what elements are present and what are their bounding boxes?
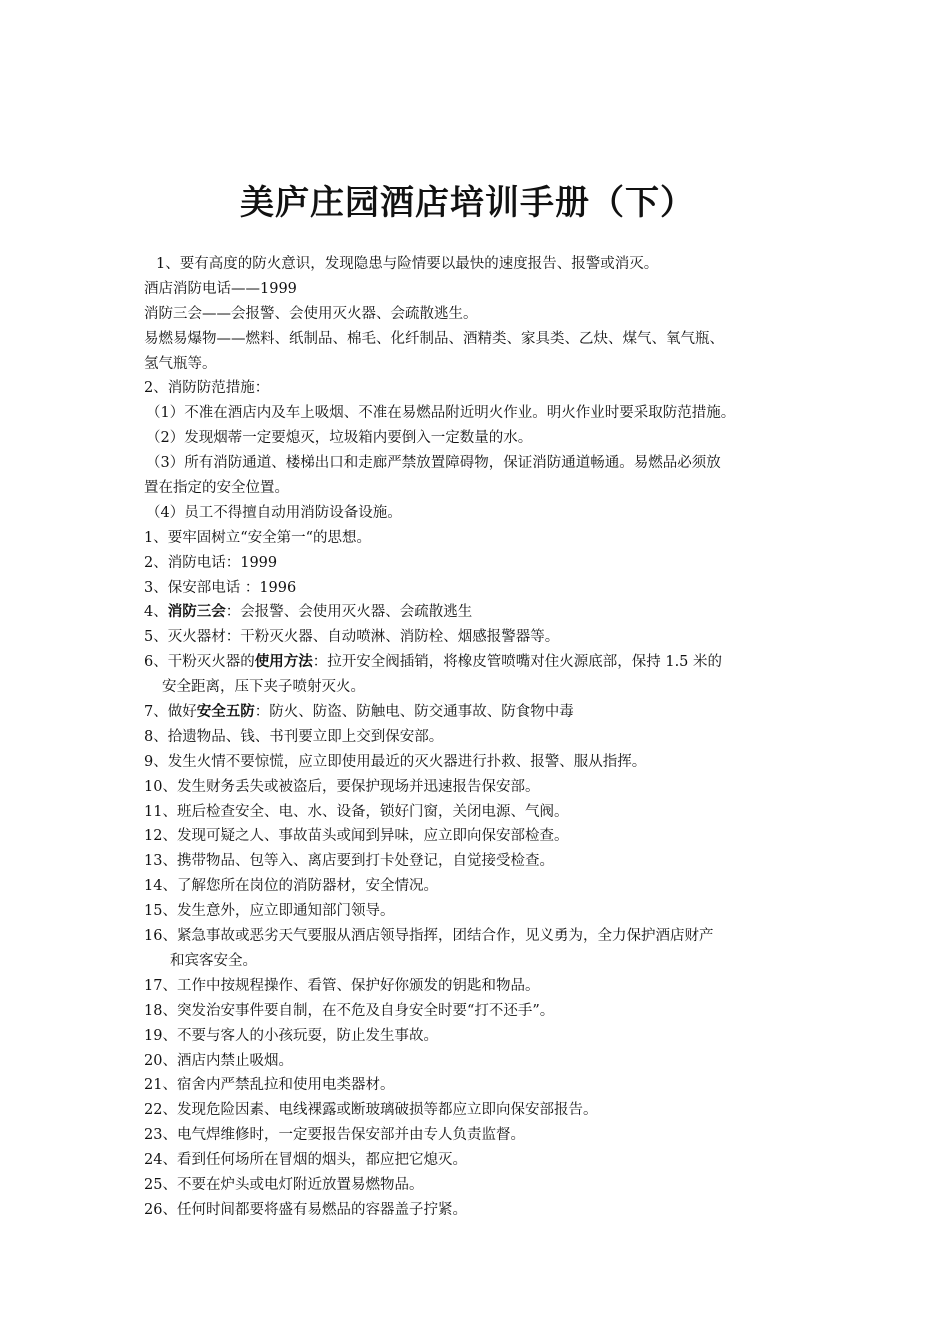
text-line: 1、要有高度的防火意识，发现隐患与险情要以最快的速度报告、报警或消灭。 [156, 256, 659, 272]
text-line: 11、班后检查安全、电、水、设备，锁好门窗，关闭电源、气阀。 [144, 803, 569, 820]
text-line: 2、消防防范措施： [144, 380, 270, 397]
bold-term: 安全五防 [196, 704, 255, 721]
text-line: 1、要牢固树立“安全第一“的思想。 [144, 529, 372, 546]
text-line: 15、发生意外，应立即通知部门领导。 [144, 903, 395, 920]
line-prefix: 4、 [144, 604, 168, 621]
line-prefix: 7、做好 [144, 704, 197, 721]
text-line: 24、看到任何场所在冒烟的烟头，都应把它熄灭。 [144, 1152, 467, 1169]
text-line: 易燃易爆物——燃料、纸制品、棉毛、化纤制品、酒精类、家具类、乙炔、煤气、氧气瓶、 [144, 330, 724, 347]
text-line: 16、紧急事故或恶劣天气要服从酒店领导指挥，团结合作，见义勇为，全力保护酒店财产 [144, 928, 714, 945]
text-line: 19、不要与客人的小孩玩耍，防止发生事故。 [144, 1027, 438, 1044]
text-line: 3、保安部电话 ：1996 [144, 579, 297, 596]
text-line: 22、发现危险因素、电线裸露或断玻璃破损等都应立即向保安部报告。 [144, 1102, 598, 1119]
text-line: 9、发生火情不要惊慌，应立即使用最近的灭火器进行扑救、报警、服从指挥。 [144, 753, 647, 770]
bold-term: 消防三会 [167, 604, 226, 621]
text-line: 26、任何时间都要将盛有易燃品的容器盖子拧紧。 [144, 1201, 467, 1218]
text-line: 置在指定的安全位置。 [144, 480, 289, 497]
text-line [144, 700, 834, 725]
line-prefix: 6、干粉灭火器的 [144, 654, 255, 671]
page-title: 美庐庄园酒店培训手册（下） [240, 183, 695, 223]
text-line: （2）发现烟蒂一定要熄灭，垃圾箱内要倒入一定数量的水。 [146, 430, 533, 447]
line-rest: ：拉开安全阀插销，将橡皮管喷嘴对住火源底部，保持 1.5 米的 [312, 654, 723, 671]
text-line [144, 650, 834, 675]
text-line: 5、灭火器材：干粉灭火器、自动喷淋、消防栓、烟感报警器等。 [144, 629, 560, 646]
text-line: 酒店消防电话——1999 [144, 280, 297, 297]
text-line: 18、突发治安事件要自制，在不危及自身安全时要“打不还手”。 [144, 1002, 555, 1019]
text-line: 8、拾遗物品、钱、书刊要立即上交到保安部。 [144, 728, 444, 745]
text-line: （4）员工不得擅自动用消防设备设施。 [146, 504, 402, 521]
text-line: 安全距离，压下夹子喷射灭火。 [162, 679, 365, 696]
text-line: 12、发现可疑之人、事故苗头或闻到异味，应立即向保安部检查。 [144, 828, 569, 845]
text-line [144, 600, 834, 625]
text-line: 25、不要在炉头或电灯附近放置易燃物品。 [144, 1176, 424, 1193]
line-rest: ：会报警、会使用灭火器、会疏散逃生 [225, 604, 473, 621]
text-line: 2、消防电话：1999 [144, 554, 278, 571]
text-line: 14、了解您所在岗位的消防器材，安全情况。 [144, 878, 438, 895]
text-line: （3）所有消防通道、楼梯出口和走廊严禁放置障碍物，保证消防通道畅通。易燃品必须放 [146, 455, 721, 472]
text-line: 20、酒店内禁止吸烟。 [144, 1052, 293, 1069]
text-line: 21、宿舍内严禁乱拉和使用电类器材。 [144, 1077, 395, 1094]
text-line: 23、电气焊维修时，一定要报告保安部并由专人负责监督。 [144, 1127, 525, 1144]
line-rest: ：防火、防盗、防触电、防交通事故、防食物中毒 [254, 704, 574, 721]
text-line: 17、工作中按规程操作、看管、保护好你颁发的钥匙和物品。 [144, 977, 540, 994]
bold-term: 使用方法 [254, 654, 313, 671]
text-line: 消防三会——会报警、会使用灭火器、会疏散逃生。 [144, 305, 478, 322]
text-line: （1）不准在酒店内及车上吸烟、不准在易燃品附近明火作业。明火作业时要采取防范措施。 [146, 405, 736, 422]
document-body [144, 252, 834, 1223]
text-line: 13、携带物品、包等入、离店要到打卡处登记，自觉接受检查。 [144, 853, 554, 870]
text-line: 10、发生财务丢失或被盗后，要保护现场并迅速报告保安部。 [144, 778, 540, 795]
text-line: 氢气瓶等。 [144, 355, 217, 372]
text-line: 和宾客安全。 [170, 952, 257, 969]
